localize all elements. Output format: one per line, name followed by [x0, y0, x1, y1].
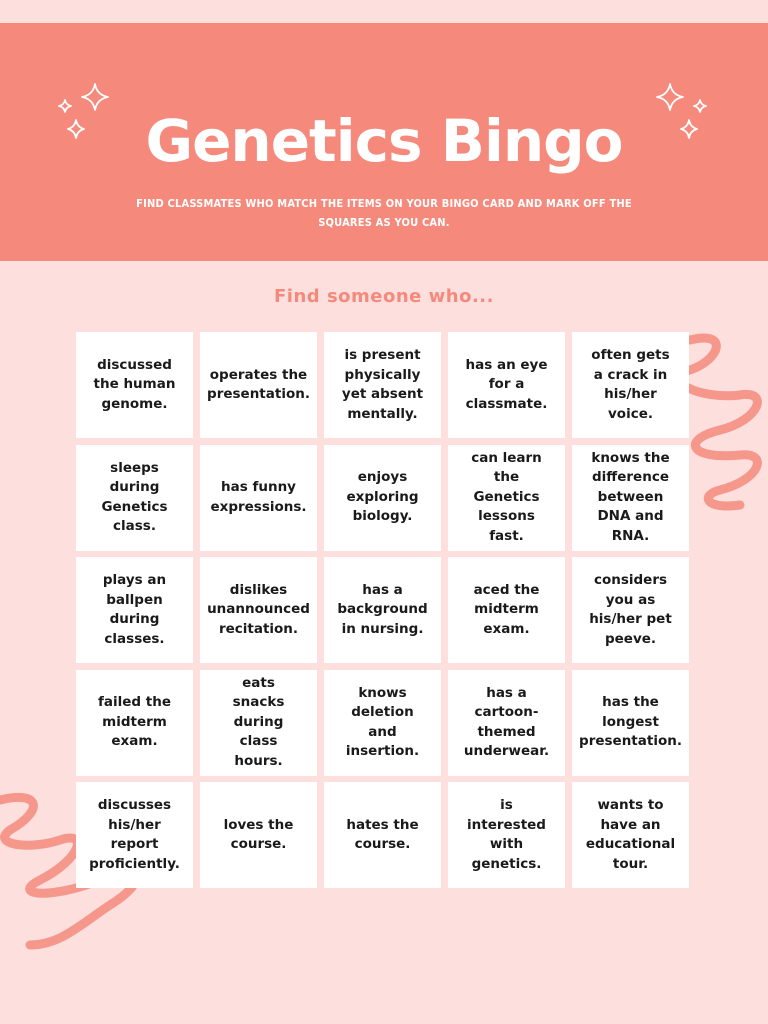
bingo-cell[interactable]: has a cartoon-themed underwear. [448, 670, 565, 776]
bingo-cell[interactable]: failed the midterm exam. [76, 670, 193, 776]
bingo-cell[interactable]: knows the difference between DNA and RNA. [572, 445, 689, 551]
bingo-cell[interactable]: has the longest presentation. [572, 670, 689, 776]
bingo-cell[interactable]: plays an ballpen during classes. [76, 557, 193, 663]
bingo-cell[interactable]: loves the course. [200, 782, 317, 888]
bingo-cell[interactable]: hates the course. [324, 782, 441, 888]
bingo-cell[interactable]: discussed the human genome. [76, 332, 193, 438]
bingo-cell[interactable]: can learn the Genetics lessons fast. [448, 445, 565, 551]
bingo-cell[interactable]: aced the midterm exam. [448, 557, 565, 663]
bingo-cell[interactable]: eats snacks during class hours. [200, 670, 317, 776]
bingo-cell[interactable]: has funny expressions. [200, 445, 317, 551]
bingo-cell[interactable]: wants to have an educational tour. [572, 782, 689, 888]
bingo-grid [76, 332, 689, 888]
bingo-cell[interactable]: has an eye for a classmate. [448, 332, 565, 438]
page-title: Genetics Bingo [145, 107, 623, 175]
bingo-cell[interactable]: knows deletion and insertion. [324, 670, 441, 776]
bingo-cell[interactable]: considers you as his/her pet peeve. [572, 557, 689, 663]
bingo-cell[interactable]: discusses his/her report proficiently. [76, 782, 193, 888]
bingo-cell[interactable]: has a background in nursing. [324, 557, 441, 663]
page-subtitle: FIND CLASSMATES WHO MATCH THE ITEMS ON YOUR BINGO CARD AND MARK OFF THE SQUARES AS YOU CAN. [136, 197, 632, 229]
bingo-cell[interactable]: often gets a crack in his/her voice. [572, 332, 689, 438]
bingo-cell[interactable]: sleeps during Genetics class. [76, 445, 193, 551]
bingo-cell[interactable]: operates the presentation. [200, 332, 317, 438]
bingo-cell[interactable]: is interested with genetics. [448, 782, 565, 888]
bingo-cell[interactable]: enjoys exploring biology. [324, 445, 441, 551]
bingo-cell[interactable]: is present physically yet absent mentally. [324, 332, 441, 438]
bingo-cell[interactable]: dislikes unannounced recitation. [200, 557, 317, 663]
section-prompt: Find someone who... [274, 286, 494, 307]
